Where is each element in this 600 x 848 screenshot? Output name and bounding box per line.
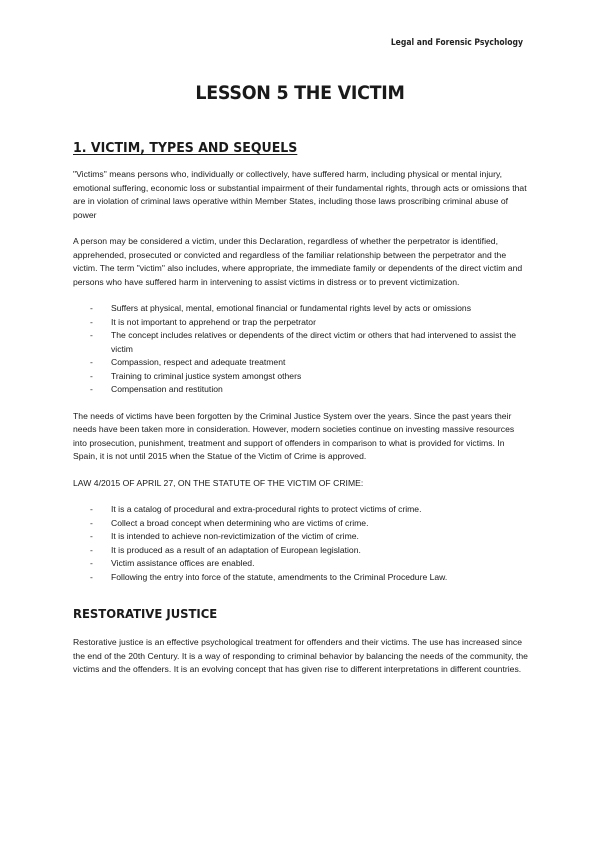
bullet-dash: -: [90, 544, 93, 555]
list-item: - The concept includes relatives or dependents of the direct victim or others that had intervened to assist the victim: [90, 330, 517, 354]
list-item: - It is a catalog of procedural and extra-procedural rights to protect victims of crime.: [73, 503, 528, 517]
bullet-dash: -: [90, 517, 93, 528]
paragraph-victim-needs: The needs of victims have been forgotten by the Criminal Justice System over the years. Since the past years their needs have been taken more in consideration. However, modern societies continue on investing massive resources into prosecution, punishment, treatment and support of offenders in comparison to what is provided for victims. In Spain, it is not until 2015 when the Statue of the Victim of Crime is approved.: [73, 410, 515, 461]
paragraph-restorative-justice: Restorative justice is an effective psychological treatment for offenders and their victims. The use has increased since the end of the 20th Century. It is a way of responding to criminal behavior by balancing the needs of the community, the victims and the offenders. It is an evolving concept that has given rise to different interpretations in different countries.: [73, 637, 528, 674]
list-item: - Following the entry into force of the statute, amendments to the Criminal Procedure Law.: [73, 571, 528, 585]
list-item: - Suffers at physical, mental, emotional financial or fundamental rights level by acts or omissions: [73, 302, 528, 316]
list-item: - Compensation and restitution: [73, 383, 528, 397]
running-header: Legal and Forensic Psychology: [390, 38, 523, 48]
bullet-dash: -: [90, 303, 93, 313]
bullet-dash: -: [90, 316, 93, 327]
bullet-dash: -: [90, 384, 93, 394]
document-body: [73, 140, 528, 690]
bullet-dash: -: [90, 558, 93, 568]
list-item: - It is produced as a result of an adaptation of European legislation.: [73, 544, 528, 558]
bullet-dash: -: [90, 571, 93, 582]
list-item: - It is not important to apprehend or trap the perpetrator: [73, 316, 528, 330]
paragraph-victim-declaration: A person may be considered a victim, under this Declaration, regardless of whether the perpetrator is identified, apprehended, prosecuted or convicted and regardless of the familiar relationship between the perpetrator and the victim. The term "victim" also includes, where appropriate, the immediate family or dependents of the direct victim and persons who have suffered harm in intervening to assist victims in distress or to prevent victimization.: [73, 236, 523, 287]
list-item: - Victim assistance offices are enabled.: [73, 557, 528, 571]
list-item: - It is intended to achieve non-revictimization of the victim of crime.: [73, 530, 528, 544]
list-item: - Collect a broad concept when determining who are victims of crime.: [73, 517, 528, 531]
bullet-list-law-statute: [73, 503, 528, 584]
page-title: LESSON 5 THE VICTIM: [195, 82, 405, 104]
bullet-list-victim-features: [73, 302, 528, 397]
bullet-dash: -: [90, 330, 93, 340]
bullet-dash: -: [90, 504, 93, 514]
list-item: - Compassion, respect and adequate treatment: [73, 356, 528, 370]
section-heading-restorative-justice: RESTORATIVE JUSTICE: [73, 606, 218, 621]
bullet-dash: -: [90, 531, 93, 541]
list-item: - Training to criminal justice system amongst others: [73, 370, 528, 384]
bullet-dash: -: [90, 357, 93, 367]
section-heading-victim-types: 1. VICTIM, TYPES AND SEQUELS: [73, 140, 298, 156]
paragraph-victim-definition: "Victims" means persons who, individually or collectively, have suffered harm, including physical or mental injury, emotional suffering, economic loss or substantial impairment of their fundamental rights, through acts or omissions that are in violation of criminal laws operative within Member States, including those laws proscribing criminal abuse of power: [73, 169, 527, 220]
bullet-dash: -: [90, 370, 93, 381]
law-title: LAW 4/2015 OF APRIL 27, ON THE STATUTE OF THE VICTIM OF CRIME:: [73, 477, 364, 488]
